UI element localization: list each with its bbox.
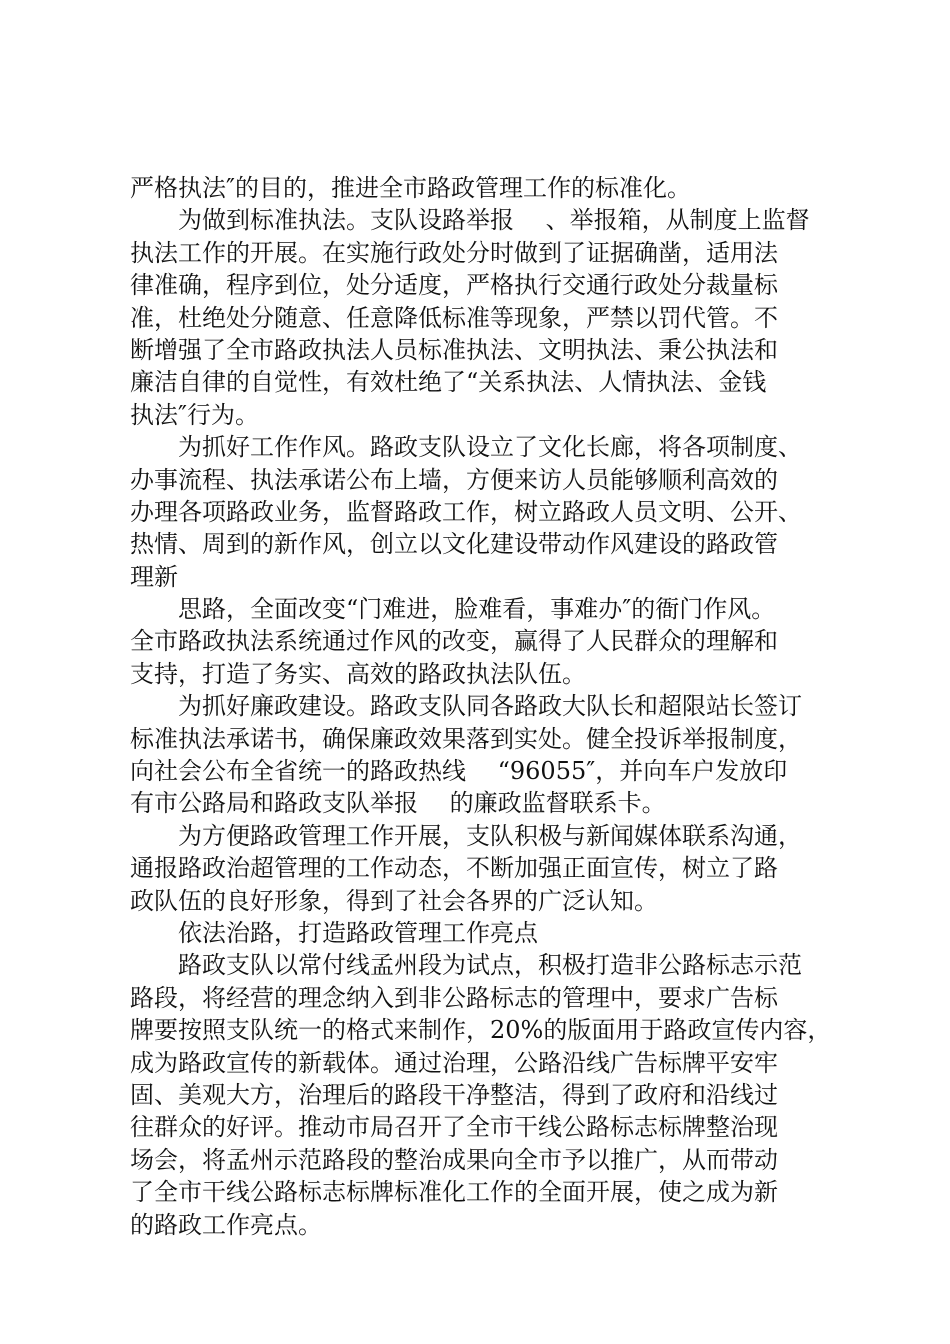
text-line: 的路政工作亮点。 <box>130 1210 322 1239</box>
text-line: 有市公路局和路政支队举报 的廉政监督联系卡。 <box>130 789 666 818</box>
text-line: 向社会公布全省统一的路政热线 “96055″，并向车户发放印 <box>130 757 788 786</box>
paragraph-start-line: 为抓好工作作风。路政支队设立了文化长廊，将各项制度、 <box>178 433 802 462</box>
text-line: 通报路政治超管理的工作动态，不断加强正面宣传，树立了路 <box>130 854 778 883</box>
document-body <box>130 172 842 1241</box>
paragraph-start-line: 为抓好廉政建设。路政支队同各路政大队长和超限站长签订 <box>178 692 802 721</box>
text-line: 执法″行为。 <box>130 400 259 429</box>
text-line: 全市路政执法系统通过作风的改变，赢得了人民群众的理解和 <box>130 627 778 656</box>
text-line: 固、美观大方，治理后的路段干净整洁，得到了政府和沿线过 <box>130 1080 778 1109</box>
paragraph-start-line: 路政支队以常付线孟州段为试点，积极打造非公路标志示范 <box>178 951 802 980</box>
text-line: 成为路政宣传的新载体。通过治理，公路沿线广告标牌平安牢 <box>130 1048 778 1077</box>
text-line: 支持，打造了务实、高效的路政执法队伍。 <box>130 659 586 688</box>
text-line: 政队伍的良好形象，得到了社会各界的广泛认知。 <box>130 886 658 915</box>
paragraph-start-line: 为做到标准执法。支队设路举报 、举报箱，从制度上监督 <box>178 206 810 235</box>
text-line: 准，杜绝处分随意、任意降低标准等现象，严禁以罚代管。不 <box>130 303 778 332</box>
text-line: 执法工作的开展。在实施行政处分时做到了证据确凿，适用法 <box>130 238 778 267</box>
text-line: 标准执法承诺书，确保廉政效果落到实处。健全投诉举报制度， <box>130 724 802 753</box>
text-line: 了全市干线公路标志标牌标准化工作的全面开展，使之成为新 <box>130 1178 778 1207</box>
text-line: 律准确，程序到位，处分适度，严格执行交通行政处分裁量标 <box>130 271 778 300</box>
text-line: 办理各项路政业务，监督路政工作，树立路政人员文明、公开、 <box>130 497 802 526</box>
paragraph-start-line: 思路，全面改变“门难进，脸难看，事难办″的衙门作风。 <box>178 595 776 624</box>
text-line: 断增强了全市路政执法人员标准执法、文明执法、秉公执法和 <box>130 335 778 364</box>
paragraph-start-line: 为方便路政管理工作开展，支队积极与新闻媒体联系沟通， <box>178 821 802 850</box>
text-line: 场会，将孟州示范路段的整治成果向全市予以推广，从而带动 <box>130 1145 778 1174</box>
text-line: 往群众的好评。推动市局召开了全市干线公路标志标牌整治现 <box>130 1113 778 1142</box>
text-line: 办事流程、执法承诺公布上墙，方便来访人员能够顺利高效的 <box>130 465 778 494</box>
text-line: 理新 <box>130 562 178 591</box>
section-heading: 依法治路，打造路政管理工作亮点 <box>178 918 538 947</box>
text-line: 热情、周到的新作风，创立以文化建设带动作风建设的路政管 <box>130 530 778 559</box>
text-line: 路段，将经营的理念纳入到非公路标志的管理中，要求广告标 <box>130 983 778 1012</box>
text-line: 牌要按照支队统一的格式来制作，20%的版面用于路政宣传内容， <box>130 1016 832 1045</box>
text-line: 廉洁自律的自觉性，有效杜绝了“关系执法、人情执法、金钱 <box>130 368 767 397</box>
text-line: 严格执法″的目的，推进全市路政管理工作的标准化。 <box>130 174 691 202</box>
